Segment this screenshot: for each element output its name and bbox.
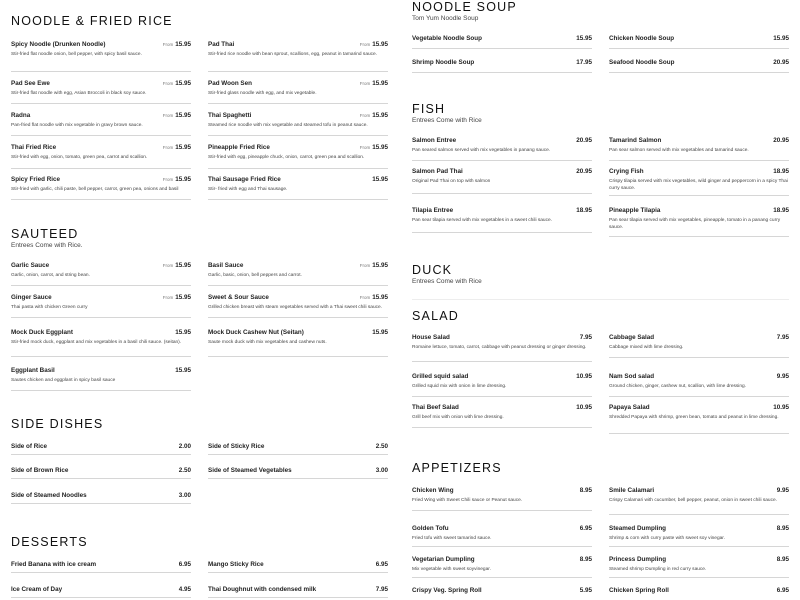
item-name: Pineapple Tilapia	[609, 207, 661, 214]
item-name: Papaya Salad	[609, 404, 650, 411]
item-price: 18.95	[773, 207, 789, 214]
item-price: 7.95	[776, 334, 789, 341]
menu-item[interactable]	[11, 329, 191, 357]
item-name: Thai Doughnut with condensed milk	[208, 586, 317, 593]
item-price: 18.95	[576, 207, 592, 214]
section-title: SIDE DISHES	[11, 417, 104, 431]
menu-item[interactable]	[208, 467, 388, 479]
item-name: Vegetable Noodle Soup	[412, 35, 482, 42]
item-name: Smile Calamari	[609, 487, 655, 494]
item-price: 15.95	[576, 35, 592, 42]
menu-item[interactable]	[609, 334, 789, 358]
menu-item[interactable]	[208, 262, 388, 286]
item-price: 9.95	[776, 373, 789, 380]
item-price: From 15.95	[359, 112, 388, 119]
item-description: Stir- fried with egg and Thai sausage.	[208, 187, 288, 192]
menu-item[interactable]	[609, 59, 789, 73]
menu-item[interactable]	[412, 404, 592, 428]
menu-item[interactable]	[412, 556, 592, 578]
menu-item[interactable]	[412, 334, 592, 362]
section-title: NOODLE & FRIED RICE	[11, 14, 173, 28]
item-price: 10.95	[773, 404, 789, 411]
item-name: Spicy Noodle (Drunken Noodle)	[11, 41, 106, 48]
duck-items-obscured	[412, 296, 789, 300]
item-description: Ground chicken, ginger, cashew nut, scallion, with lime dressing.	[609, 384, 747, 389]
item-name: Thai Sausage Fried Rice	[208, 176, 281, 183]
menu-item[interactable]	[208, 41, 388, 72]
item-description: Shredded Papaya with shrimp, green bean, tomato and peanut in lime dressing.	[609, 415, 779, 420]
section-appetizers	[412, 461, 502, 475]
item-description: Original Pad Thai on top with salmon	[412, 179, 491, 184]
menu-item[interactable]	[11, 176, 191, 200]
section-fish	[412, 102, 482, 124]
item-name: Side of Sticky Rice	[208, 443, 265, 450]
item-description: Mix vegetable with sweet soyvinegar.	[412, 567, 491, 572]
item-name: Cabbage Salad	[609, 334, 655, 341]
item-description: Pan seared salmon served with mix vegetables in panang sauce.	[412, 148, 551, 153]
item-description: Stir-fried flat noodle with egg, Asian Broccoli in black soy sauce.	[11, 91, 147, 96]
section-title: APPETIZERS	[412, 461, 502, 475]
item-name: Side of Steamed Vegetables	[208, 467, 292, 474]
menu-item[interactable]	[412, 168, 592, 194]
item-price: 7.95	[375, 586, 388, 593]
item-price: 20.95	[576, 168, 592, 175]
item-price: 10.95	[576, 404, 592, 411]
item-price: 15.95	[372, 329, 388, 336]
item-price: From 15.95	[359, 80, 388, 87]
item-price: 2.00	[178, 443, 191, 450]
item-price: 10.95	[576, 373, 592, 380]
item-name: House Salad	[412, 334, 450, 341]
item-name: Chicken Noodle Soup	[609, 35, 675, 42]
item-name: Thai Spaghetti	[208, 112, 252, 119]
item-price: From 15.95	[359, 144, 388, 151]
menu-item[interactable]	[609, 168, 789, 196]
item-name: Pad Thai	[208, 41, 235, 48]
item-description: Steamed shrimp Dumpling in red curry sauce.	[609, 567, 707, 572]
item-name: Eggplant Basil	[11, 367, 55, 374]
item-description: Shrimp & corn with curry paste with sweet soy vinegar.	[609, 536, 725, 541]
item-price: 6.95	[375, 561, 388, 568]
item-price: From 15.95	[162, 41, 191, 48]
item-price: 3.00	[375, 467, 388, 474]
item-description: Pan sear tilapia served with mix vegetables, pineapple, tomato in a panang curry sauce.	[609, 218, 781, 230]
section-title: FISH	[412, 102, 446, 116]
item-description: Crispy Calamari with cucumber, bell pepper, peanut, onion in sweet chili sauce.	[609, 498, 777, 503]
menu-item[interactable]	[11, 294, 191, 318]
item-price: 6.95	[776, 587, 789, 594]
menu-item[interactable]	[11, 367, 191, 391]
menu-item[interactable]	[208, 176, 388, 200]
section-title: SALAD	[412, 309, 459, 323]
section-subtitle: Entrees Come with Rice	[412, 278, 482, 285]
menu-item[interactable]	[11, 112, 191, 136]
item-name: Spicy Fried Rice	[11, 176, 60, 183]
menu-item[interactable]	[11, 443, 191, 455]
item-name: Chicken Wing	[412, 487, 454, 494]
item-name: Pad See Ewe	[11, 80, 50, 87]
item-price: From 15.95	[162, 262, 191, 269]
item-description: Grill beef mix with onion with lime dressing.	[412, 415, 504, 420]
item-price: 8.95	[776, 556, 789, 563]
item-price: From 15.95	[162, 176, 191, 183]
section-noodle-soup	[412, 0, 517, 22]
menu-item[interactable]	[208, 144, 388, 169]
item-price: 15.95	[773, 35, 789, 42]
item-name: Vegetarian Dumpling	[412, 556, 475, 563]
item-name: Mock Duck Eggplant	[11, 329, 73, 336]
section-side-dishes	[11, 417, 103, 431]
menu-item[interactable]	[412, 59, 592, 73]
item-name: Tamarind Salmon	[609, 137, 662, 144]
item-name: Basil Sauce	[208, 262, 244, 269]
item-name: Shrimp Noodle Soup	[412, 59, 475, 66]
item-name: Crying Fish	[609, 168, 644, 175]
item-description: Stir-fried with garlic, chili paste, bell pepper, carrot, green pea, onions and basil	[11, 187, 179, 192]
menu-item[interactable]	[412, 35, 592, 49]
item-name: Side of Rice	[11, 443, 48, 450]
item-description: Saute mock duck with mix vegetables and cashew nuts.	[208, 340, 327, 345]
item-description: Cabbage mixed with lime dressing.	[609, 345, 684, 350]
menu-item[interactable]	[208, 443, 388, 455]
item-name: Radna	[11, 112, 31, 119]
item-price: 2.50	[178, 467, 191, 474]
menu-item[interactable]	[11, 467, 191, 479]
item-price: 8.95	[776, 525, 789, 532]
item-name: Side of Steamed Noodles	[11, 492, 87, 499]
item-description: Pan-fried flat noodle with mix vegetable in gravy brown sauce.	[11, 123, 143, 128]
menu-item[interactable]	[609, 404, 789, 434]
item-name: Crispy Veg. Spring Roll	[412, 587, 482, 594]
item-description: Grilled squid mix with onion in lime dressing.	[412, 384, 507, 389]
menu-item[interactable]	[11, 144, 191, 169]
section-title: SAUTEED	[11, 227, 79, 241]
item-description: Stir-fried glass noodle with egg, and mix vegetable.	[208, 91, 317, 96]
item-name: Mock Duck Cashew Nut (Seitan)	[208, 329, 304, 336]
item-price: From 15.95	[162, 112, 191, 119]
item-price: 20.95	[576, 137, 592, 144]
item-price: 8.95	[579, 556, 592, 563]
menu-item[interactable]	[208, 80, 388, 104]
menu-item[interactable]	[609, 137, 789, 161]
item-name: Princess Dumpling	[609, 556, 667, 563]
item-description: Stir-fried with egg, pineapple chuck, onion, carrot, green pea and scallion.	[208, 155, 365, 160]
item-description: Romaine lettuce, tomato, carrot, cabbage with peanut dressing or ginger dressing.	[412, 345, 587, 350]
item-description: Garlic, onion, carrot, and string bean.	[11, 273, 90, 278]
item-price: From 15.95	[359, 41, 388, 48]
item-description: Fried tofu with sweet tamarind sauce.	[412, 536, 492, 541]
item-name: Salmon Entree	[412, 137, 457, 144]
item-price: 15.95	[175, 367, 191, 374]
item-name: Garlic Sauce	[11, 262, 50, 269]
item-price: 7.95	[579, 334, 592, 341]
menu-item[interactable]	[11, 586, 191, 598]
menu-item[interactable]	[412, 487, 592, 511]
menu-item[interactable]	[609, 373, 789, 397]
item-description: Garlic, basic, onion, bell peppers and carrot.	[208, 273, 302, 278]
section-subtitle: Tom Yum Noodle Soup	[412, 15, 479, 22]
menu-item[interactable]	[412, 525, 592, 547]
item-name: Grilled squid salad	[412, 373, 469, 380]
item-name: Ginger Sauce	[11, 294, 52, 301]
menu-item[interactable]	[609, 556, 789, 578]
item-description: Stir-fried mock duck, eggplant and mix vegetables in a basil chili sauce. (seitan).	[11, 340, 182, 345]
item-price: 8.95	[579, 487, 592, 494]
menu-item[interactable]	[208, 586, 388, 598]
menu-item[interactable]	[609, 207, 789, 237]
item-name: Thai Fried Rice	[11, 144, 57, 151]
item-price: 9.95	[776, 487, 789, 494]
section-duck	[412, 263, 482, 285]
item-name: Salmon Pad Thai	[412, 168, 463, 175]
item-name: Thai Beef Salad	[412, 404, 459, 411]
item-name: Mango Sticky Rice	[208, 561, 264, 568]
item-name: Ice Cream of Day	[11, 586, 63, 593]
menu-item[interactable]	[11, 41, 191, 72]
item-description: Crispy tilapia served with mix vegetables, wild ginger and peppercorn in a spicy Thai curry sauce.	[609, 179, 788, 191]
salad-header-backdrop	[405, 302, 800, 330]
item-price: From 15.95	[162, 144, 191, 151]
item-description: Sautes chicken and eggplant in spicy basil sauce	[11, 378, 116, 383]
item-name: Sweet & Sour Sauce	[208, 294, 269, 301]
section-desserts	[11, 535, 88, 549]
menu-item[interactable]	[11, 561, 191, 573]
menu-item[interactable]	[412, 207, 592, 233]
item-description: Thai pasta with chicken Green curry	[11, 305, 88, 310]
item-name: Pad Woon Sen	[208, 80, 252, 87]
section-title: NOODLE SOUP	[412, 0, 517, 14]
item-description: Stir-fried rice noodle with bean sprout, scallions, egg, peanut in tamarind sauce.	[208, 52, 378, 57]
item-description: Steamed rice noodle with mix vegetable and steamed tofu in peanut sauce.	[208, 123, 368, 128]
menu-item[interactable]	[11, 262, 191, 286]
menu-item[interactable]	[609, 35, 789, 49]
item-name: Nam Sod salad	[609, 373, 655, 380]
item-price: 18.95	[773, 168, 789, 175]
item-price: 6.95	[579, 525, 592, 532]
item-name: Fried Banana with ice cream	[11, 561, 97, 568]
menu-item[interactable]	[208, 294, 388, 318]
item-price: From 15.95	[162, 294, 191, 301]
menu-item[interactable]	[609, 525, 789, 547]
item-price: 20.95	[773, 137, 789, 144]
item-description: Stir-fried flat noodle onion, bell pepper, with spicy basil sauce.	[11, 52, 142, 57]
item-price: From 15.95	[359, 294, 388, 301]
item-description: Pan sear salmon served with mix vegetables and tamarind sauce.	[609, 148, 749, 153]
item-price: From 15.95	[359, 262, 388, 269]
item-name: Pineapple Fried Rice	[208, 144, 270, 151]
item-description: Pan sear tilapia served with mix vegetables in a sweet chili sauce.	[412, 218, 552, 223]
item-price: 6.95	[178, 561, 191, 568]
item-description: Stir-fried with egg, onion, tomato, green pea, carrot and scallion.	[11, 155, 148, 160]
menu-item[interactable]	[11, 492, 191, 504]
item-description: Fried Wing with Sweet Chili sauce or Peanut sauce.	[412, 498, 523, 503]
item-name: Steamed Dumpling	[609, 525, 667, 532]
item-name: Chicken Spring Roll	[609, 587, 669, 594]
section-title: DESSERTS	[11, 535, 88, 549]
item-price: 15.95	[372, 176, 388, 183]
menu-item[interactable]	[11, 80, 191, 104]
item-price: 20.95	[773, 59, 789, 66]
item-price: 5.95	[579, 587, 592, 594]
section-subtitle: Entrees Come with Rice.	[11, 242, 83, 249]
item-name: Side of Brown Rice	[11, 467, 69, 474]
section-title: DUCK	[412, 263, 453, 277]
section-salad	[412, 309, 459, 323]
item-price: 4.95	[178, 586, 191, 593]
item-price: 3.00	[178, 492, 191, 499]
item-price: From 15.95	[162, 80, 191, 87]
item-description: Grilled chicken breast with steam vegetables served with a Thai sweet chili sauce.	[208, 305, 383, 310]
menu-item[interactable]	[208, 112, 388, 136]
menu-item[interactable]	[208, 561, 388, 573]
item-price: 2.50	[375, 443, 388, 450]
menu-item[interactable]	[412, 373, 592, 397]
item-name: Tilapia Entree	[412, 207, 454, 214]
menu-item[interactable]	[208, 329, 388, 357]
item-name: Seafood Noodle Soup	[609, 59, 675, 66]
section-noodle-fried-rice	[11, 14, 173, 28]
item-price: 15.95	[175, 329, 191, 336]
section-sauteed	[11, 227, 83, 249]
menu-item[interactable]	[609, 487, 789, 515]
item-name: Golden Tofu	[412, 525, 449, 532]
menu-item[interactable]	[609, 587, 789, 599]
section-subtitle: Entrees Come with Rice	[412, 117, 482, 124]
menu-item[interactable]	[412, 137, 592, 161]
menu-item[interactable]	[412, 587, 592, 599]
item-price: 17.95	[576, 59, 592, 66]
